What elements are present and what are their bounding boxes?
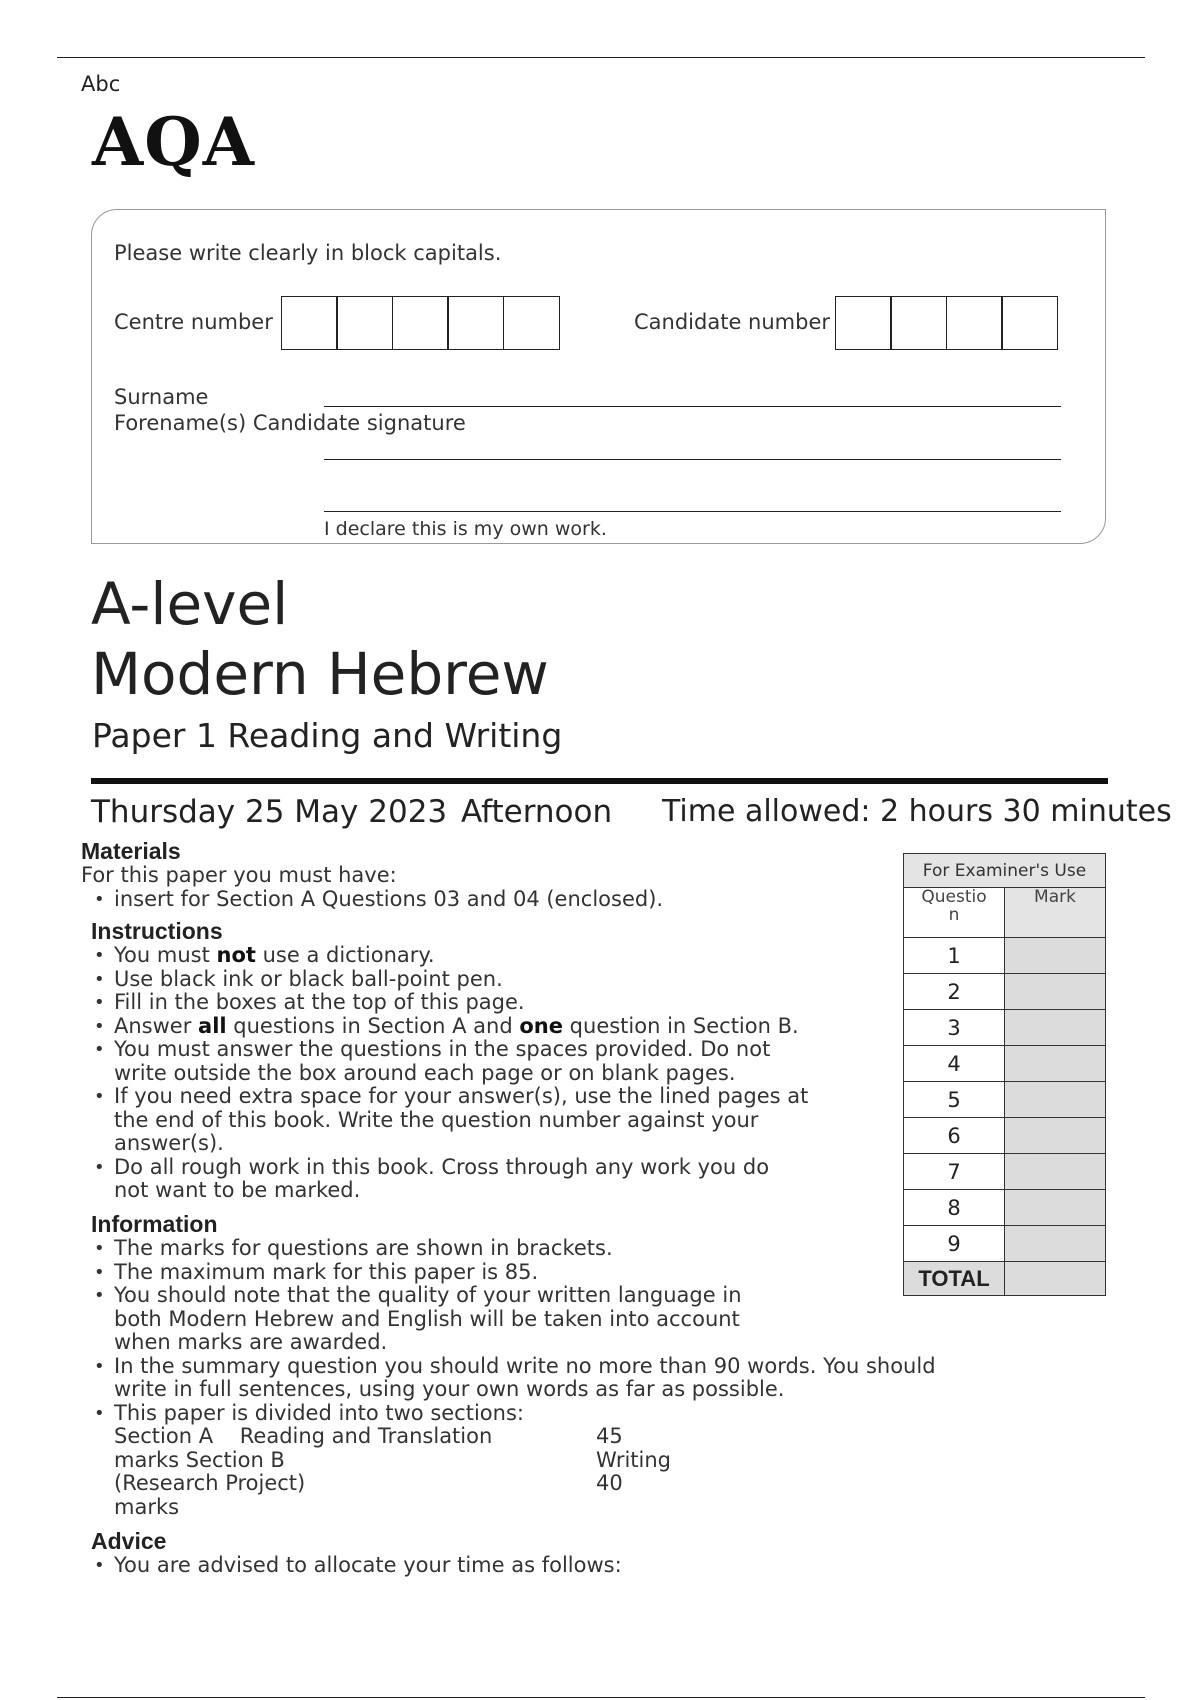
question-number: 5 [904,1082,1005,1118]
mark-cell [1005,1154,1106,1190]
materials-intro: For this paper you must have: [81,863,397,887]
aqa-logo: AQA [92,103,255,181]
exam-date: Thursday 25 May 2023 [91,794,448,830]
materials-list [91,888,663,912]
sections-breakdown [114,1425,1011,1519]
information-item: • The marks for questions are shown in brackets. [91,1237,1011,1261]
exam-session: Afternoon [461,794,613,830]
title-divider [91,778,1108,784]
centre-digit-box[interactable] [447,296,504,350]
total-mark-cell [1005,1262,1106,1296]
examiner-use-table [903,853,1106,1296]
instructions-list [91,944,911,1203]
information-item: • This paper is divided into two sections: Section A Reading and Translation marks Section B (Research Project) marks 45 Writing 40 [91,1402,1011,1520]
centre-number-label: Centre number [114,310,273,334]
mark-cell [1005,1190,1106,1226]
advice-list [91,1554,622,1578]
instruction-item: • Fill in the boxes at the top of this page. [91,991,911,1015]
mark-cell [1005,1118,1106,1154]
mark-cell [1005,1226,1106,1262]
materials-heading: Materials [81,838,181,864]
mark-cell [1005,1046,1106,1082]
subject-title: Modern Hebrew [91,640,549,708]
mark-cell [1005,938,1106,974]
information-item: • The maximum mark for this paper is 85. [91,1261,1011,1285]
centre-digit-box[interactable] [281,296,338,350]
instruction-item: • Use black ink or black ball-point pen. [91,968,911,992]
surname-label: Surname [114,385,209,409]
information-list [91,1237,1011,1519]
total-label: TOTAL [904,1262,1005,1296]
mark-column-header: Mark [1005,888,1106,938]
candidate-number-boxes [836,296,1058,350]
instruction-item: • Answer all questions in Section A and one question in Section B. [91,1015,911,1039]
information-heading: Information [91,1211,218,1237]
corner-text: Abc [81,72,121,96]
question-number: 4 [904,1046,1005,1082]
top-rule [57,57,1145,58]
centre-digit-box[interactable] [336,296,393,350]
mark-cell [1005,1010,1106,1046]
mark-cell [1005,974,1106,1010]
question-number: 3 [904,1010,1005,1046]
question-number: 2 [904,974,1005,1010]
time-allowed: Time allowed: 2 hours 30 minutes [662,794,1172,829]
signature-line[interactable] [324,511,1061,512]
surname-line[interactable] [324,406,1061,407]
question-number: 8 [904,1190,1005,1226]
candidate-number-label: Candidate number [634,310,830,334]
mark-cell [1005,1082,1106,1118]
question-number: 7 [904,1154,1005,1190]
sections-left: Section A Reading and Translation marks Section B (Research Project) marks [114,1424,493,1519]
information-item: • In the summary question you should write no more than 90 words. You should write in full sentences, using your own words as far as possible. [91,1355,1011,1402]
candidate-digit-box[interactable] [946,296,1003,350]
block-capitals-instruction: Please write clearly in block capitals. [114,241,502,265]
question-number: 6 [904,1118,1005,1154]
sections-right: 45 Writing 40 [596,1424,671,1495]
centre-digit-box[interactable] [392,296,449,350]
qualification-level: A-level [91,570,289,638]
information-item: • You should note that the quality of your written language in both Modern Hebrew and English will be taken into account when marks are awarded. [91,1284,1011,1355]
question-number: 1 [904,938,1005,974]
advice-item: • You are advised to allocate your time as follows: [91,1554,622,1578]
forename-line[interactable] [324,459,1061,460]
forenames-signature-label: Forename(s) Candidate signature [114,411,466,435]
candidate-digit-box[interactable] [835,296,892,350]
declaration-text: I declare this is my own work. [324,518,607,540]
candidate-digit-box[interactable] [890,296,947,350]
instruction-item: • Do all rough work in this book. Cross through any work you do not want to be marked. [91,1156,911,1203]
question-column-header: Questio n [904,888,1005,938]
examiner-table-title: For Examiner's Use [904,854,1106,888]
candidate-digit-box[interactable] [1001,296,1058,350]
bottom-rule [57,1697,1145,1698]
question-number: 9 [904,1226,1005,1262]
instruction-item: • You must answer the questions in the spaces provided. Do not write outside the box around each page or on blank pages. [91,1038,911,1085]
advice-heading: Advice [91,1528,167,1554]
centre-number-boxes [282,296,560,350]
instruction-item: • You must not use a dictionary. [91,944,911,968]
materials-item: • insert for Section A Questions 03 and 04 (enclosed). [91,888,663,912]
paper-title: Paper 1 Reading and Writing [92,716,563,755]
instructions-heading: Instructions [91,918,223,944]
instruction-item: • If you need extra space for your answer(s), use the lined pages at the end of this book. Write the question number against your answer(s). [91,1085,911,1156]
centre-digit-box[interactable] [503,296,560,350]
